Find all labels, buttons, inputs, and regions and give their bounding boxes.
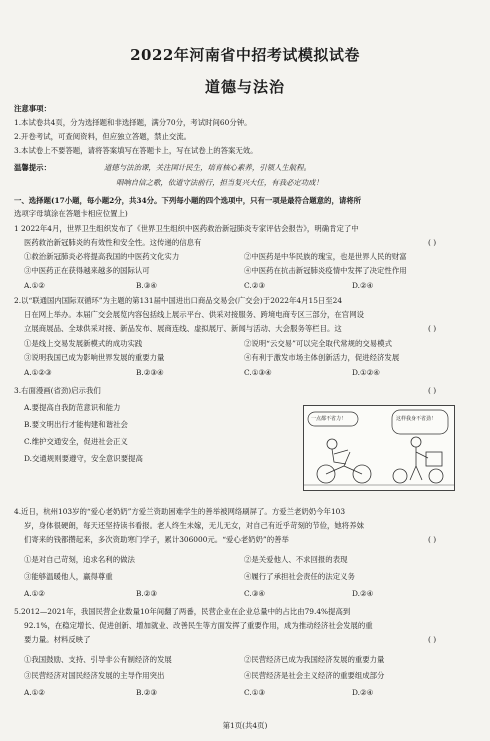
notes-heading: 注意事项： xyxy=(14,104,51,113)
q1-stem-2: 医药救治新冠肺炎的有效性和安全性。这传递的信息有 xyxy=(24,238,202,247)
q1-option-c: C.②③ xyxy=(244,281,265,290)
q5-option-a: A.①② xyxy=(24,688,45,697)
exam-title: 2022年河南省中招考试模拟试卷 xyxy=(130,46,360,64)
q5-statement-3: ③民营经济对国民经济发展的主导作用突出 xyxy=(24,671,165,680)
q3-cartoon-image xyxy=(303,405,455,491)
q4-statement-4: ④履行了承担社会责任的法定义务 xyxy=(244,572,355,581)
tips-line-1: 道德与法治课，关注国计民生，培育核心素养，引领人生航程。 xyxy=(104,163,311,172)
q1-option-a: A.①② xyxy=(24,281,45,290)
q1-statement-2: ②中医药是中华民族的瑰宝，也是世界人民的财富 xyxy=(244,252,407,261)
note-item-1: 1.本试卷共4页，分为选择题和非选择题，满分70分，考试时间60分钟。 xyxy=(14,118,252,127)
q5-statement-2: ②民营经济已成为我国经济发展的重要力量 xyxy=(244,655,385,664)
tips-line-2: 唱响自信之歌，依道守法前行，担当复兴大任，有我必定功成！ xyxy=(116,178,323,187)
q4-stem-2: 岁，身体很硬朗，每天还坚持读书看报。老人终生未嫁，无儿无女，对自己有近乎苛刻的节俭，她将养妹 xyxy=(24,521,364,530)
q5-option-b: B.②③ xyxy=(136,688,158,697)
q2-option-b: B.②③④ xyxy=(136,368,164,377)
q4-statement-2: ②是关爱他人、不求回报的表现 xyxy=(244,555,348,564)
q1-option-d: D.②④ xyxy=(352,281,374,290)
q3-stem: 3.右面漫画(省劲)启示我们 xyxy=(14,386,101,395)
section1-line-2: 选项字母填涂在答题卡相应位置上) xyxy=(14,209,128,218)
cartoon-caption-left: 一点都不省力！ xyxy=(311,416,347,422)
q5-statement-1: ①我国鼓励、支持、引导非公有制经济的发展 xyxy=(24,655,172,664)
exam-subject: 道德与法治 xyxy=(204,78,285,96)
q5-stem-3: 要力量。材料反映了 xyxy=(24,635,91,644)
q3-choice-c: C.维护交通安全，促进社会正义 xyxy=(24,437,128,446)
q4-option-b: B.②③ xyxy=(136,589,158,598)
q5-statement-4: ④民营经济是社会主义经济的重要组成部分 xyxy=(244,671,385,680)
q2-answer-paren: ( ) xyxy=(428,324,437,333)
q4-statement-3: ③能够温暖他人，赢得尊重 xyxy=(24,572,113,581)
q2-option-a: A.①②③ xyxy=(24,368,52,377)
q5-option-c: C.①③ xyxy=(244,688,265,697)
q2-option-d: D.①②④ xyxy=(352,368,380,377)
q2-option-c: C.①③④ xyxy=(244,368,272,377)
q4-statement-1: ①是对自己苛刻，追求名利的做法 xyxy=(24,555,135,564)
q4-option-c: C.③④ xyxy=(244,589,265,598)
q2-statement-4: ④有利于激发市场主体创新活力，促进经济发展 xyxy=(244,353,400,362)
note-item-3: 3.本试卷上不要答题，请将答案填写在答题卡上，写在试卷上的答案无效。 xyxy=(14,146,258,155)
note-item-2: 2.开卷考试，可查阅资料，但应独立答题，禁止交流。 xyxy=(14,132,192,141)
q2-statement-1: ①是线上交易发展新模式的成功实践 xyxy=(24,339,143,348)
page-footer: 第1页(共4页) xyxy=(222,721,268,730)
q1-statement-4: ④中医药在抗击新冠肺炎疫情中发挥了决定性作用 xyxy=(244,266,407,275)
q5-answer-paren: ( ) xyxy=(428,635,437,644)
q2-statement-2: ②说明“云交易”可以完全取代常规的交易模式 xyxy=(244,339,392,348)
q1-stem-1: 1 2022年4月，世界卫生组织发布了《世界卫生组织中医药救治新冠肺炎专家评估会报告》，明确肯定了中 xyxy=(14,224,359,233)
q4-option-d: D.②④ xyxy=(352,589,374,598)
q3-answer-paren: ( ) xyxy=(428,386,437,395)
q1-answer-paren: ( ) xyxy=(428,238,437,247)
q4-option-a: A.①② xyxy=(24,589,45,598)
q5-stem-2: 92.1%，在稳定增长、促进创新、增加就业、改善民生等方面发挥了重要作用，成为推动经济社会发展的重 xyxy=(24,621,373,630)
q1-option-b: B.③④ xyxy=(136,281,158,290)
cartoon-caption-right: 这样我身不省劲！ xyxy=(396,416,437,422)
q4-stem-1: 4.近日，杭州103岁的“爱心老奶奶”方爱兰资助困难学生的善举被网络刷屏了。方爱兰老奶奶今年103 xyxy=(14,507,346,516)
q2-stem-2: 日在网上举办。本届广交会展览内容包括线上展示平台、供采对接服务、跨境电商专区三部分，在官网设 xyxy=(24,310,364,319)
q2-stem-1: 2.以“联通国内国际双循环”为主题的第131届中国进出口商品交易会(广交会)于2022年4月15日至24 xyxy=(14,296,343,305)
q4-answer-paren: ( ) xyxy=(428,535,437,544)
q3-choice-b: B.要文明出行才能构建和谐社会 xyxy=(24,420,128,429)
q1-statement-1: ①救治新冠肺炎必将提高我国的中医药文化实力 xyxy=(24,252,180,261)
q3-choice-d: D.交通规则要遵守，安全意识要提高 xyxy=(24,454,143,463)
q5-stem-1: 5.2012—2021年，我国民营企业数量10年间翻了两番，民营企业在企业总量中的占比由79.4%提高到 xyxy=(14,607,351,616)
q5-option-d: D.②④ xyxy=(352,688,374,697)
q4-stem-3: 们寄来的钱都攒起来，多次资助寒门学子，累计306000元。“爱心老奶奶”的善举 xyxy=(24,535,289,544)
section1-line-1: 一、选择题(17小题，每小题2分，共34分。下列每小题的四个选项中，只有一项是最符合题意的，请将所 xyxy=(14,196,362,205)
q2-stem-3: 立展商展品、全球供采对接、新品发布、展商连线、虚拟展厅、新闻与活动、大会服务等栏目。这 xyxy=(24,324,342,333)
q1-statement-3: ③中医药正在获得越来越多的国际认可 xyxy=(24,266,150,275)
q2-statement-3: ③说明我国已成为影响世界发展的重要力量 xyxy=(24,353,165,362)
tips-label: 温馨提示： xyxy=(14,163,51,172)
q3-choice-a: A.要提高自我防范意识和能力 xyxy=(24,403,121,412)
